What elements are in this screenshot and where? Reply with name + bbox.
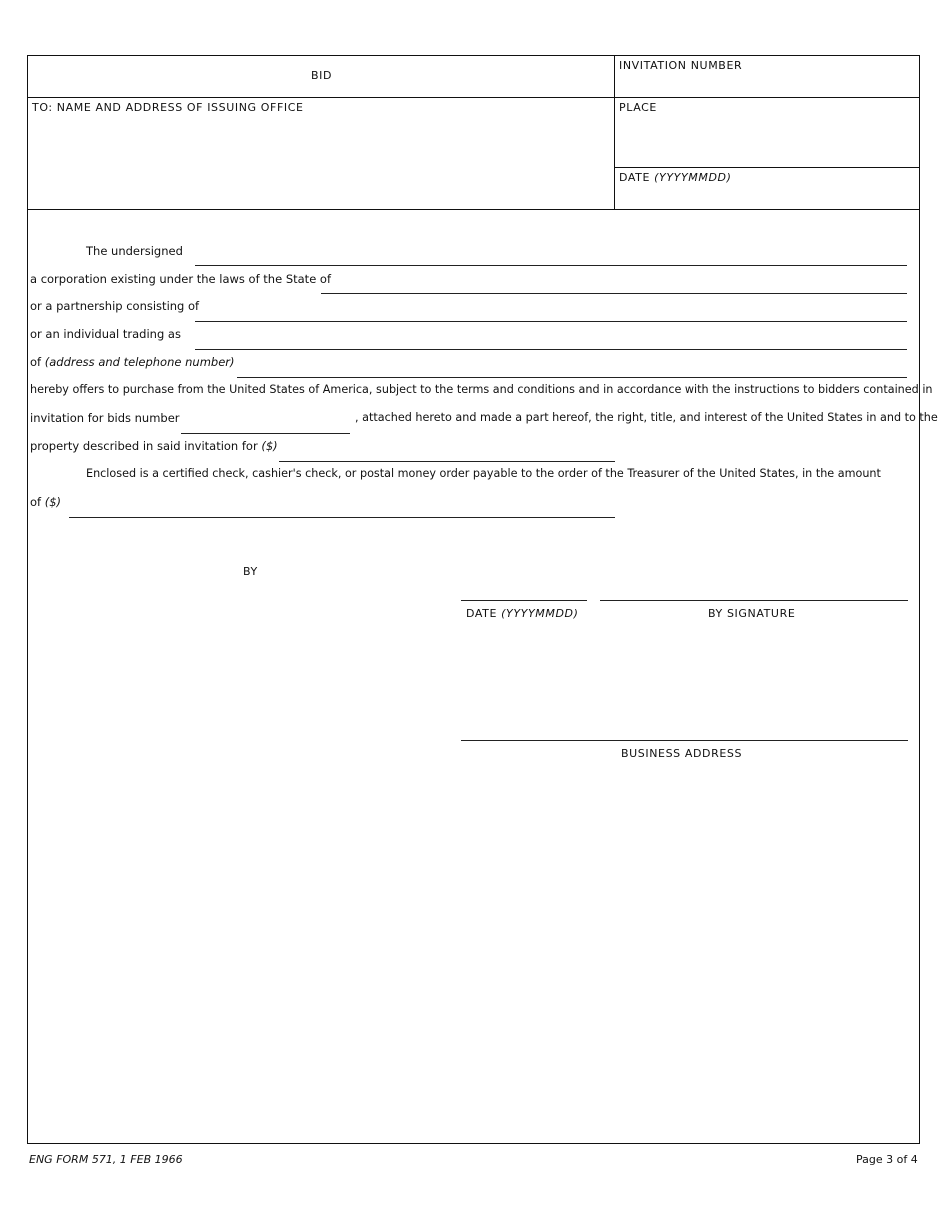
header-date-format: (YYYYMMDD)	[654, 171, 732, 184]
header-divider-2	[614, 167, 920, 168]
address-hint: (address and telephone number)	[44, 355, 235, 369]
address-underline	[237, 377, 907, 378]
header-divider-1	[27, 97, 920, 98]
business-address-field[interactable]	[462, 680, 906, 738]
business-address-label: BUSINESS ADDRESS	[621, 747, 743, 760]
address-label	[30, 355, 234, 369]
by-label: BY	[243, 565, 258, 578]
individual-underline	[195, 349, 907, 350]
invitation-suffix: , attached hereto and made a part hereof, the right, title, and interest of the United States in and to the	[355, 411, 938, 424]
signature-date-field[interactable]	[462, 582, 585, 599]
corporation-label: a corporation existing under the laws of the State of	[30, 272, 332, 286]
property-amount-field[interactable]	[280, 443, 613, 460]
header-divider-vertical	[614, 55, 615, 210]
amount-dollar-hint: ($)	[44, 495, 62, 509]
property-underline	[279, 461, 615, 462]
issuing-office-label: TO: NAME AND ADDRESS OF ISSUING OFFICE	[32, 101, 304, 114]
header-date-label-text: DATE	[619, 171, 651, 184]
undersigned-field[interactable]	[196, 247, 906, 264]
amount-field[interactable]	[70, 499, 613, 516]
amount-prefix: of	[30, 495, 42, 509]
signature-date-label	[466, 607, 579, 620]
property-dollar-hint: ($)	[261, 439, 278, 453]
signature-date-underline	[461, 600, 587, 601]
place-label: PLACE	[619, 101, 657, 114]
property-prefix: property described in said invitation for	[30, 439, 258, 453]
address-prefix: of	[30, 355, 42, 369]
form-id: ENG FORM 571, 1 FEB 1966	[29, 1153, 183, 1166]
by-signature-label: BY SIGNATURE	[708, 607, 796, 620]
undersigned-label: The undersigned	[86, 244, 183, 258]
invitation-number-label: INVITATION NUMBER	[619, 59, 743, 72]
place-field[interactable]	[620, 120, 915, 160]
bid-number-underline	[181, 433, 350, 434]
signature-date-label-text: DATE	[466, 607, 498, 620]
header-date-field[interactable]	[620, 188, 915, 204]
bid-title: BID	[311, 69, 333, 82]
invitation-prefix: invitation for bids number	[30, 411, 180, 425]
by-signature-underline	[600, 600, 908, 601]
by-signature-field[interactable]	[601, 582, 906, 599]
individual-field[interactable]	[196, 331, 906, 348]
enclosed-text: Enclosed is a certified check, cashier's check, or postal money order payable to the order of the Treasurer of the United States, in the amount	[86, 467, 881, 480]
partnership-underline	[195, 321, 907, 322]
amount-label	[30, 495, 61, 509]
corporation-underline	[321, 293, 907, 294]
business-address-underline	[461, 740, 908, 741]
address-field[interactable]	[238, 359, 906, 376]
invitation-number-field[interactable]	[620, 76, 915, 92]
partnership-field[interactable]	[196, 303, 906, 320]
amount-underline	[69, 517, 615, 518]
header-date-label	[619, 171, 732, 184]
signature-date-format: (YYYYMMDD)	[501, 607, 579, 620]
partnership-label: or a partnership consisting of	[30, 299, 200, 313]
undersigned-underline	[195, 265, 907, 266]
header-divider-3	[27, 209, 920, 210]
page-number: Page 3 of 4	[856, 1153, 918, 1166]
issuing-office-field[interactable]	[33, 118, 608, 204]
offer-text: hereby offers to purchase from the United States of America, subject to the terms and conditions and in accordance with the instructions to bidders contained in	[30, 383, 933, 396]
individual-label: or an individual trading as	[30, 327, 181, 341]
corporation-state-field[interactable]	[322, 275, 906, 292]
property-label	[30, 439, 278, 453]
bid-number-field[interactable]	[182, 415, 348, 432]
